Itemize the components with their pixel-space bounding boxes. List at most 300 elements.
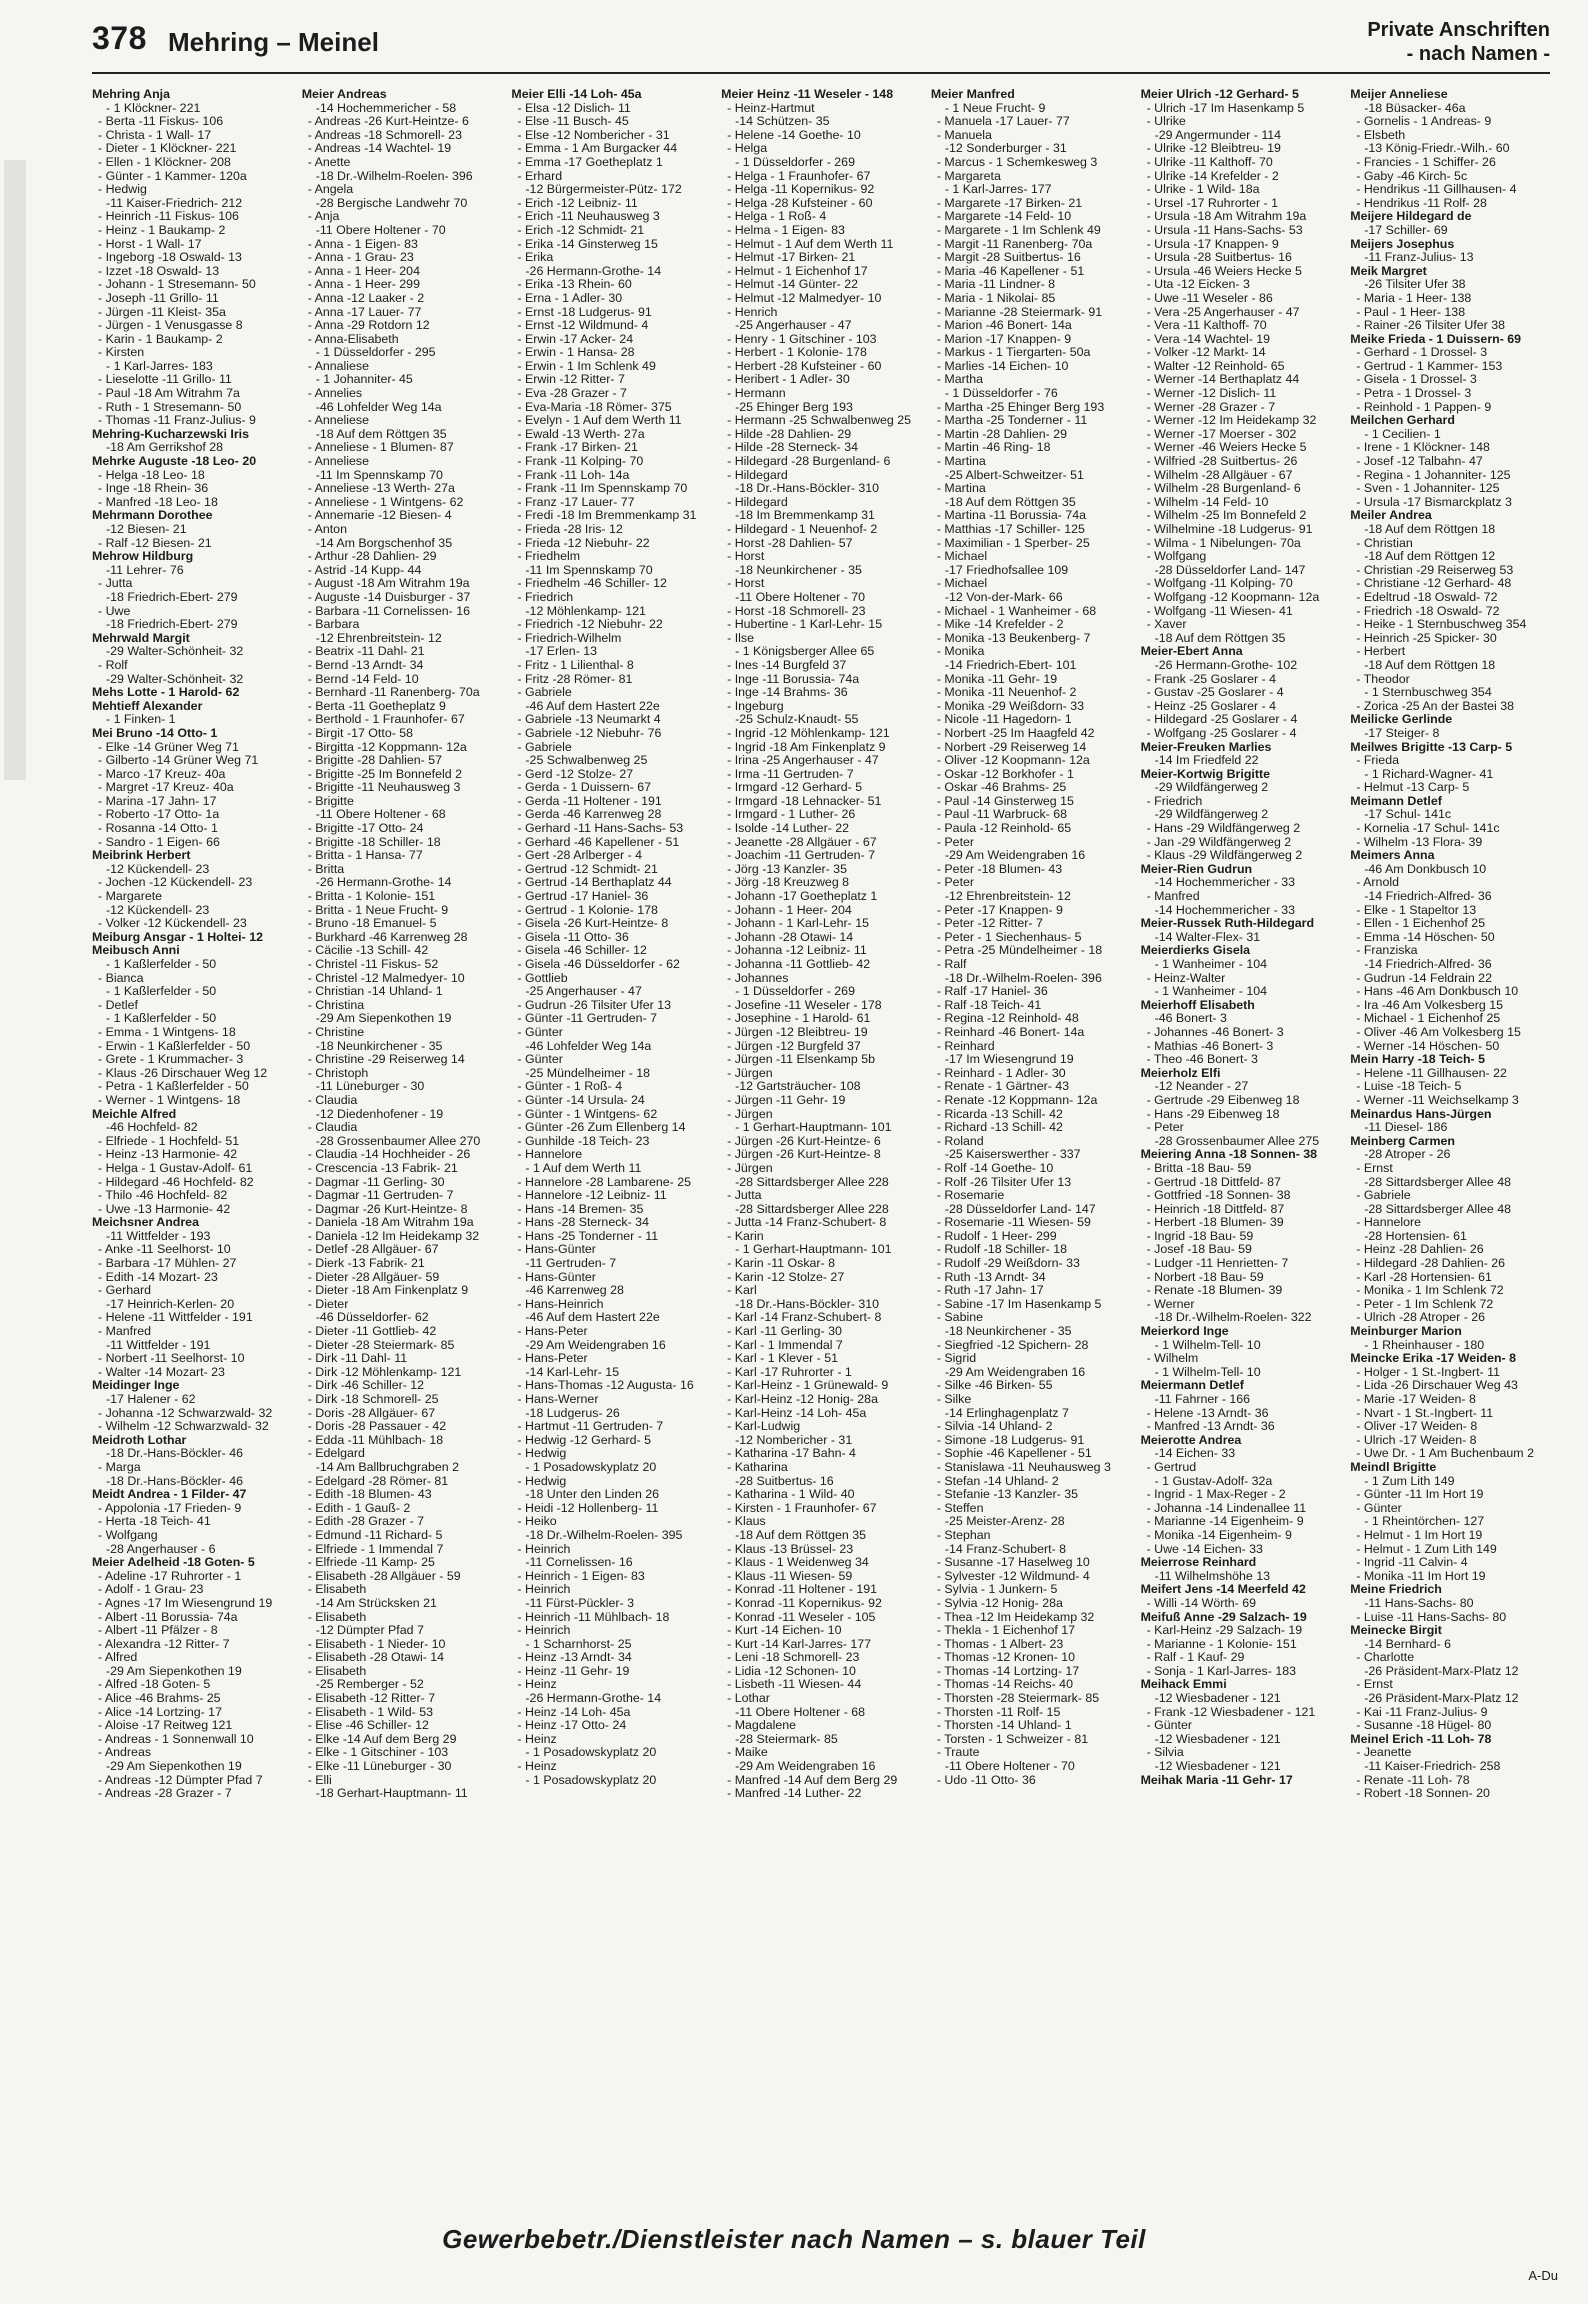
listing-address-line: -12 Neander - 27 (1154, 1080, 1249, 1094)
listing-entry: - Arnold (1356, 876, 1399, 890)
listing-entry: - Johanna -11 Gottlieb- 42 (727, 958, 871, 971)
listing-entry: - Bernd -14 Feld- 10 (307, 672, 419, 686)
listing-address-line: -28 Bergische Landwehr 70 (315, 196, 468, 210)
listing-entry: - Elfriede - 1 Immendal 7 (307, 1542, 444, 1556)
listing-surname-entry: Meiburg Ansgar - 1 Holtei- 12 (92, 930, 263, 944)
listing-entry: - Gilberto -14 Grüner Weg 71 (98, 754, 259, 768)
listing-surname-entry: Meincke Erika -17 Weiden- 8 (1350, 1352, 1517, 1366)
listing-address-line: -18 Auf dem Röttgen 35 (944, 495, 1076, 509)
listing-entry: - Wilhelm -28 Burgenland- 6 (1146, 482, 1301, 496)
listing-entry: - Gudrun -26 Tilsiter Ufer 13 (517, 998, 671, 1012)
listing-address-line: -18 Friedrich-Ebert- 279 (106, 618, 238, 632)
listing-entry: - Thekla - 1 Eichenhof 17 (936, 1624, 1076, 1638)
listing-entry: - Uwe -13 Harmonie- 42 (98, 1202, 231, 1216)
listing-entry: - Sylvia - 1 Junkern- 5 (936, 1583, 1058, 1597)
listing-entry: - Inge -14 Brahms- 36 (727, 686, 848, 700)
listing-entry: - Heidi -12 Hollenberg- 11 (517, 1501, 659, 1515)
listing-entry: - Marie -17 Weiden- 8 (1356, 1393, 1476, 1406)
listing-entry: - Ralf -17 Haniel- 36 (936, 985, 1048, 999)
listing-entry: - Peter -17 Knappen- 9 (936, 903, 1063, 917)
listing-entry: - Brigitte -28 Dahlien- 57 (307, 754, 442, 768)
listing-entry: - Heinz (517, 1678, 557, 1692)
listing-address-line: - 1 Finken- 1 (106, 713, 176, 727)
listing-entry: - Barbara -17 Mühlen- 27 (98, 1257, 237, 1271)
listing-entry: - Heinz -28 Dahlien- 26 (1356, 1243, 1484, 1257)
listing-entry: - Michael - 1 Eichenhof 25 (1356, 1012, 1501, 1026)
listing-entry: - Heinrich (517, 1542, 571, 1556)
listing-surname-entry: Meilicke Gerlinde (1350, 713, 1453, 727)
listing-entry: - Elke -14 Grüner Weg 71 (98, 740, 239, 754)
listing-address-line: -25 Ehinger Berg 193 (735, 400, 853, 414)
listing-entry: - Sigrid (936, 1352, 977, 1366)
listing-entry: - Martin -46 Ring- 18 (936, 441, 1051, 455)
listing-address-line: - 1 Kaßlerfelder - 50 (106, 1012, 217, 1026)
listing-entry: - Margareta (936, 169, 1001, 183)
listing-entry: - Paul - 1 Heer- 138 (1356, 305, 1466, 319)
listing-entry: - Michael (936, 577, 988, 591)
listing-entry: - Maike (727, 1746, 768, 1760)
listing-entry: - Ulrich -17 Weiden- 8 (1356, 1433, 1477, 1447)
listing-entry: - Karl - 1 Immendal 7 (727, 1338, 843, 1352)
listing-column-4 (721, 88, 925, 2208)
listing-address-line: - 1 Karl-Jarres- 183 (106, 359, 213, 373)
listing-entry: - Jochen -12 Kückendell- 23 (98, 876, 253, 890)
listing-entry: - Grete - 1 Krummacher- 3 (98, 1053, 244, 1067)
listing-entry: - Wolfgang -12 Koopmann- 12a (1146, 590, 1320, 604)
listing-address-line: - 1 Gustav-Adolf- 32a (1154, 1474, 1273, 1488)
listing-entry: - Horst -18 Schmorell- 23 (727, 604, 866, 618)
listing-entry: - Katharina - 1 Wild- 40 (727, 1488, 855, 1502)
listing-entry: - Ernst -18 Ludgerus- 91 (517, 305, 652, 319)
listing-entry: - Werner - 1 Wintgens- 18 (98, 1093, 241, 1107)
listing-entry: - Karin (727, 1229, 764, 1243)
listing-address-line: -18 Neunkirchener - 35 (315, 1039, 443, 1053)
listing-entry: - Karl -14 Franz-Schubert- 8 (727, 1311, 882, 1325)
listing-surname-entry: Meine Friedrich (1350, 1583, 1442, 1597)
listing-entry: - Detlef -28 Allgäuer- 67 (307, 1243, 439, 1257)
listing-address-line: -14 Am Ballbruchgraben 2 (315, 1460, 459, 1474)
listing-entry: - Jürgen -26 Kurt-Heintze- 6 (727, 1134, 881, 1148)
listing-entry: - Monika -11 Gehr- 19 (936, 672, 1058, 686)
listing-entry: - Peter (936, 835, 975, 849)
listing-address-line: -46 Hochfeld- 82 (106, 1121, 198, 1135)
listing-entry: - Albert -11 Pfälzer - 8 (98, 1624, 218, 1638)
listing-entry: - Wilfried -28 Suitbertus- 26 (1146, 455, 1298, 469)
listing-surname-entry: Meik Margret (1350, 264, 1427, 278)
listing-entry: - Peter (1146, 1121, 1184, 1135)
listing-address-line: -25 Meister-Arenz- 28 (944, 1515, 1065, 1529)
listing-entry: - Hermann (727, 387, 786, 401)
listing-entry: - Margarete - 1 Im Schlenk 49 (936, 223, 1101, 237)
listing-entry: - Günter - 1 Roß- 4 (517, 1080, 623, 1094)
listing-entry: - Sonja - 1 Karl-Jarres- 183 (1146, 1664, 1296, 1678)
listing-entry: - Werner -12 Dislich- 11 (1146, 387, 1277, 401)
listing-entry: - Ira -46 Am Volkesberg 15 (1356, 998, 1503, 1012)
listing-entry: - Lieselotte -11 Grillo- 11 (98, 373, 232, 387)
listing-address-line: - 1 Karl-Jarres- 177 (944, 183, 1052, 197)
listing-entry: - Emma - 1 Wintgens- 18 (98, 1025, 236, 1039)
listing-entry: - Hubertine - 1 Karl-Lehr- 15 (727, 618, 883, 632)
listing-address-line: -28 Hortensien- 61 (1364, 1229, 1467, 1243)
listing-entry: - Karl-Heinz -12 Honig- 28a (727, 1393, 878, 1406)
listing-entry: - Günter -14 Ursula- 24 (517, 1093, 645, 1107)
listing-entry: - Matthias -17 Schiller- 125 (936, 523, 1085, 536)
listing-surname-entry: Meibusch Anni (92, 944, 180, 958)
listing-entry: - Ingeborg -18 Oswald- 13 (98, 251, 242, 265)
listing-entry: - Claudia (307, 1121, 358, 1135)
listing-entry: - Siegfried -12 Spichern- 28 (936, 1338, 1089, 1352)
section-title-line2: - nach Namen - (1406, 43, 1550, 65)
section-title (1367, 18, 1550, 66)
listing-entry: - Gerhard (98, 1284, 152, 1298)
listing-entry: - Hans -29 Wildfängerweg 2 (1146, 822, 1301, 836)
listing-entry: - Gabriele -12 Niebuhr- 76 (517, 726, 662, 740)
listing-entry: - Heike - 1 Sternbuschweg 354 (1356, 618, 1527, 632)
listing-entry: - Frank -11 Im Spennskamp 70 (517, 482, 688, 496)
listing-surname-entry: Meichle Alfred (92, 1107, 177, 1121)
listing-entry: - Rainer -26 Tilsiter Ufer 38 (1356, 319, 1506, 333)
listing-entry: - Francies - 1 Schiffer- 26 (1356, 155, 1496, 169)
listing-entry: - Irina -25 Angerhauser - 47 (727, 754, 879, 768)
listing-entry: - Hermann -25 Schwalbenweg 25 (727, 414, 912, 428)
listing-address-line: - 1 Königsberger Allee 65 (735, 645, 875, 659)
listing-entry: - Inge -18 Rhein- 36 (98, 482, 209, 496)
listing-entry: - Thomas -11 Franz-Julius- 9 (98, 414, 256, 428)
listing-entry: - Charlotte (1356, 1651, 1415, 1665)
listing-entry: - Hedwig (98, 183, 147, 197)
listing-entry: - Alice -14 Lortzing- 17 (98, 1705, 222, 1719)
listing-entry: - Elisabeth -28 Allgäuer - 59 (307, 1569, 461, 1583)
listing-entry: - Ulrike - 1 Wild- 18a (1146, 183, 1260, 197)
listing-entry: - Ernst -12 Wildmund- 4 (517, 319, 649, 333)
listing-entry: - Silke -46 Birken- 55 (936, 1379, 1053, 1393)
listing-entry: - Annemarie -12 Biesen- 4 (307, 509, 452, 523)
listing-entry: - Norbert -29 Reiserweg 14 (936, 740, 1087, 754)
listing-entry: - Dieter -28 Steiermark- 85 (307, 1338, 455, 1352)
listing-address-line: -18 Auf dem Röttgen 35 (735, 1528, 867, 1542)
listing-entry: - Anna - 1 Eigen- 83 (307, 237, 418, 251)
listing-entry: - Ulrich -17 Im Hasenkamp 5 (1146, 101, 1305, 115)
listing-entry: - Heinrich -11 Fiskus- 106 (98, 210, 239, 224)
listing-entry: - Günter (1356, 1501, 1402, 1515)
listing-address-line: -11 Franz-Julius- 13 (1364, 251, 1474, 265)
listing-address-line: -11 Gertruden- 7 (525, 1257, 617, 1271)
listing-address-line: -26 Hermann-Grothe- 14 (315, 876, 452, 890)
listing-entry: - Marianne -14 Eigenheim- 9 (1146, 1515, 1304, 1529)
listing-entry: - Günter (517, 1025, 563, 1039)
listing-entry: - Thilo -46 Hochfeld- 82 (98, 1189, 228, 1203)
listing-address-line: -25 Schwalbenweg 25 (525, 754, 648, 768)
listing-address-line: -11 Obere Holtener - 68 (735, 1705, 866, 1719)
listing-entry: - Hans-Werner (517, 1393, 599, 1406)
listing-address-line: -26 Hermann-Grothe- 14 (525, 264, 662, 278)
listing-entry: - Auguste -14 Duisburger - 37 (307, 590, 471, 604)
listing-entry: - Klaus -11 Wiesen- 59 (727, 1569, 853, 1583)
listing-entry: - Werner -12 Im Heidekamp 32 (1146, 414, 1317, 428)
listing-address-line: -26 Hermann-Grothe- 14 (525, 1692, 662, 1706)
listing-address-line: -14 Hochemmericher - 33 (1154, 876, 1296, 890)
listing-address-line: - 1 Düsseldorfer - 269 (735, 155, 855, 169)
listing-address-line: -11 Obere Holtener - 70 (315, 223, 446, 237)
listing-entry: - Elke -14 Auf dem Berg 29 (307, 1732, 457, 1746)
listing-entry: - Lida -26 Dirschauer Weg 43 (1356, 1379, 1518, 1393)
listing-entry: - Gornelis - 1 Andreas- 9 (1356, 115, 1492, 129)
listing-entry: - Nvart - 1 St.-Ingbert- 11 (1356, 1406, 1494, 1420)
listing-entry: - Detlef (98, 998, 138, 1012)
listing-entry: - Wilhelm (1146, 1352, 1199, 1366)
listing-entry: - Annaliese (307, 359, 370, 373)
listing-entry: - Erich -11 Neuhausweg 3 (517, 210, 660, 224)
listing-entry: - Hildegard - 1 Neuenhof- 2 (727, 523, 878, 536)
listing-entry: - Birgit -17 Otto- 58 (307, 726, 414, 740)
listing-entry: - Karl -17 Ruhrorter - 1 (727, 1365, 852, 1379)
listing-address-line: -25 Albert-Schweitzer- 51 (944, 468, 1084, 482)
listing-address-line: -12 Kückendell- 23 (106, 903, 210, 917)
listing-entry: - Berta -11 Fiskus- 106 (98, 115, 224, 129)
listing-surname-entry: Mein Harry -18 Teich- 5 (1350, 1053, 1486, 1067)
listing-entry: - Hildegard -28 Dahlien- 26 (1356, 1257, 1506, 1271)
listing-entry: - Brigitte -11 Neuhausweg 3 (307, 781, 461, 795)
listing-address-line: -12 Dümpter Pfad 7 (315, 1624, 424, 1638)
listing-entry: - Karl -11 Gerling- 30 (727, 1325, 842, 1339)
listing-entry: - Elfriede -11 Kamp- 25 (307, 1556, 435, 1570)
listing-address-line: -18 Dr.-Hans-Böckler- 46 (106, 1474, 244, 1488)
listing-surname-entry: Meidt Andrea - 1 Filder- 47 (92, 1488, 247, 1502)
listing-entry: - Hans-Peter (517, 1352, 588, 1366)
listing-address-line: -14 Friedrich-Ebert- 101 (944, 658, 1077, 672)
listing-entry: - Hans-Peter (517, 1325, 588, 1339)
listing-entry: - Josephine - 1 Harold- 61 (727, 1012, 871, 1026)
listing-entry: - Wolfgang (1146, 550, 1207, 564)
listing-entry: - Johanna -12 Leibniz- 11 (727, 944, 867, 958)
listing-entry: - Katharina (727, 1460, 788, 1474)
listing-entry: - Steffen (936, 1501, 984, 1515)
listing-entry: - Martha (936, 373, 983, 387)
listing-entry: - Maximilian - 1 Sperber- 25 (936, 536, 1090, 550)
listing-surname-entry: Mehrow Hildburg (92, 550, 194, 564)
listing-address-line: -28 Sittardsberger Allee 228 (735, 1202, 889, 1216)
listing-entry: - Sandro - 1 Eigen- 66 (98, 835, 220, 849)
listing-surname-entry: Meierhoff Elisabeth (1140, 998, 1255, 1012)
listing-address-line: -18 Neunkirchener - 35 (944, 1325, 1072, 1339)
listing-address-line: -18 Auf dem Röttgen 12 (1364, 550, 1496, 564)
listing-address-line: -12 Möhlenkamp- 121 (525, 604, 646, 618)
listing-address-line: -46 Karrenweg 28 (525, 1284, 624, 1298)
listing-entry: - Klaus (727, 1515, 766, 1529)
listing-address-line: - 1 Gerhart-Hauptmann- 101 (735, 1243, 892, 1257)
listing-address-line: -18 Im Bremmenkamp 31 (735, 509, 875, 523)
listing-entry: - Roberto -17 Otto- 1a (98, 808, 220, 822)
listing-surname-entry: Meierotte Andrea (1140, 1433, 1242, 1447)
listing-entry: - Marianne - 1 Kolonie- 151 (1146, 1637, 1297, 1651)
listing-entry: - Petra - 1 Drossel- 3 (1356, 387, 1472, 401)
listing-entry: - Thorsten -14 Uhland- 1 (936, 1719, 1072, 1733)
listing-entry: - Dagmar -26 Kurt-Heintze- 8 (307, 1202, 468, 1216)
listing-address-line: -18 Dr.-Hans-Böckler- 310 (735, 1297, 880, 1311)
listing-entry: - Konrad -11 Holtener - 191 (727, 1583, 878, 1597)
listing-surname-entry: Meike Frieda - 1 Duissern- 69 (1350, 332, 1522, 346)
listing-entry: - Regina - 1 Johanniter- 125 (1356, 468, 1511, 482)
listing-entry: - Thomas -14 Reichs- 40 (936, 1678, 1073, 1692)
listing-address-line: -11 Wittfelder - 191 (106, 1338, 211, 1352)
footer-code: A-Du (1528, 2268, 1558, 2283)
listing-entry: - Peter -12 Ritter- 7 (936, 917, 1043, 931)
listing-entry: - Hildegard (727, 495, 788, 509)
listing-address-line: -28 Angerhauser - 6 (106, 1542, 216, 1556)
listing-address-line: -29 Am Siepenkothen 19 (106, 1664, 242, 1678)
listing-address-line: -14 Walter-Flex- 31 (1154, 930, 1261, 944)
listing-entry: - Volker -12 Kückendell- 23 (98, 917, 247, 931)
listing-entry: - Edelgard -28 Römer- 81 (307, 1474, 449, 1488)
listing-entry: - Sabine -17 Im Hasenkamp 5 (936, 1297, 1102, 1311)
listing-entry: - Thomas -14 Lortzing- 17 (936, 1664, 1080, 1678)
listing-address-line: -29 Am Weidengraben 16 (944, 1365, 1086, 1379)
listing-entry: - Joachim -11 Gertruden- 7 (727, 849, 875, 863)
listing-entry: - Doris -28 Passauer - 42 (307, 1420, 447, 1434)
listing-address-line: -12 Wiesbadener - 121 (1154, 1760, 1281, 1774)
listing-entry: - Friedhelm (517, 550, 581, 564)
listing-entry: - Torsten - 1 Schweizer - 81 (936, 1732, 1089, 1746)
listing-address-line: -17 Im Wiesengrund 19 (944, 1053, 1074, 1067)
listing-entry: - Norbert -25 Im Haagfeld 42 (936, 726, 1095, 740)
listing-entry: - Dieter - 1 Klöckner- 221 (98, 142, 237, 156)
listing-entry: - Martina (936, 482, 986, 496)
listing-address-line: - 1 Düsseldorfer - 76 (944, 387, 1058, 401)
listing-address-line: -29 Angermunder - 114 (1154, 128, 1282, 142)
listing-surname-entry: Meier Heinz -11 Weseler - 148 (721, 88, 894, 101)
listing-address-line: -14 Am Strücksken 21 (315, 1596, 437, 1610)
listing-entry: - Aloise -17 Reitweg 121 (98, 1719, 233, 1733)
listing-address-line: -18 Auf dem Röttgen 18 (1364, 658, 1496, 672)
listing-entry: - Günter -26 Zum Ellenberg 14 (517, 1121, 686, 1135)
listing-address-line: - 1 Düsseldorfer - 295 (315, 346, 436, 360)
listing-entry: - Frank -11 Loh- 14a (517, 468, 630, 482)
listing-entry: - Traute (936, 1746, 980, 1760)
listing-entry: - Walter -12 Reinhold- 65 (1146, 359, 1285, 373)
listing-entry: - Frank -17 Birken- 21 (517, 441, 638, 455)
listing-entry: - Josefine -11 Weseler - 178 (727, 998, 882, 1012)
listing-entry: - Günter -11 Im Hort 19 (1356, 1488, 1484, 1502)
listing-entry: - Silvia -14 Uhland- 2 (936, 1420, 1053, 1434)
listing-entry: - Lisbeth -11 Wiesen- 44 (727, 1678, 862, 1692)
listing-entry: - Friedrich (517, 590, 574, 604)
listing-address-line: -11 Im Spennskamp 70 (315, 468, 443, 482)
listing-entry: - Elisabeth - 1 Nieder- 10 (307, 1637, 446, 1651)
listing-entry: - Wilhelm -25 Im Bonnefeld 2 (1146, 509, 1307, 523)
listing-entry: - Andreas -14 Wachtel- 19 (307, 142, 452, 156)
listing-address-line: -18 Dr.-Wilhelm-Roelen- 396 (315, 169, 473, 183)
listing-address-line: -17 Steiger- 8 (1364, 726, 1440, 740)
listing-entry: - Jan -29 Wildfängerweg 2 (1146, 835, 1292, 849)
listing-entry: - Ruth -17 Jahn- 17 (936, 1284, 1044, 1298)
listing-entry: - Kirsten (98, 346, 145, 360)
listing-entry: - Ernst (1356, 1678, 1393, 1692)
listing-address-line: -14 Friedrich-Alfred- 36 (1364, 890, 1492, 904)
listing-entry: - Theodor (1356, 672, 1410, 686)
listing-entry: - Ilse (727, 631, 754, 645)
listing-entry: - Monika -14 Eigenheim- 9 (1146, 1528, 1292, 1542)
listing-entry: - Andreas -12 Dümpter Pfad 7 (98, 1773, 263, 1787)
listing-entry: - Gertrud - 1 Kolonie- 178 (517, 903, 658, 917)
listing-entry: - Christiane -12 Gerhard- 48 (1356, 577, 1512, 591)
listing-entry: - Edeltrud -18 Oswald- 72 (1356, 590, 1498, 604)
listing-address-line: -18 Auf dem Röttgen 35 (1154, 631, 1286, 645)
listing-entry: - Britta (307, 862, 345, 876)
listing-entry: - Wolfgang (98, 1528, 158, 1542)
listing-entry: - Helmut -17 Birken- 21 (727, 251, 856, 265)
listing-surname-entry: Mehtieff Alexander (92, 699, 203, 713)
listing-entry: - Burkhard -46 Karrenweg 28 (307, 930, 468, 944)
listing-entry: - Peter - 1 Im Schlenk 72 (1356, 1297, 1494, 1311)
listing-entry: - Heinz - 1 Baukamp- 2 (98, 223, 226, 237)
listing-address-line: -11 Obere Holtener - 68 (315, 808, 446, 822)
listing-entry: - Michael - 1 Wanheimer - 68 (936, 604, 1097, 618)
listing-entry: - Rolf -26 Tilsiter Ufer 13 (936, 1175, 1072, 1189)
listing-entry: - Stephan (936, 1528, 991, 1542)
listing-entry: - Gabriele (517, 740, 572, 754)
listing-entry: - Erika -13 Rhein- 60 (517, 278, 632, 292)
listing-entry: - Helene -11 Gillhausen- 22 (1356, 1066, 1507, 1080)
listing-entry: - Helga - 1 Gustav-Adolf- 61 (98, 1161, 253, 1175)
listing-entry: - Martina (936, 455, 986, 469)
listing-address-line: -28 Düsseldorfer Land- 147 (944, 1202, 1096, 1216)
listing-entry: - Andreas -28 Grazer - 7 (98, 1787, 232, 1801)
listing-entry: - Lothar (727, 1692, 770, 1706)
listing-entry: - Ulrike -12 Bleibtreu- 19 (1146, 142, 1281, 156)
listing-entry: - Heiko (517, 1515, 557, 1529)
listing-entry: - Werner -11 Weichselkamp 3 (1356, 1093, 1519, 1107)
listing-entry: - Ingrid -18 Bau- 59 (1146, 1229, 1254, 1243)
listing-entry: - Helga - 1 Fraunhofer- 67 (727, 169, 871, 183)
listing-entry: - Claudia (307, 1093, 358, 1107)
listing-entry: - Christine -29 Reiserweg 14 (307, 1053, 465, 1067)
listing-entry: - Anna -29 Rotdorn 12 (307, 319, 430, 333)
listing-entry: - Ruth - 1 Stresemann- 50 (98, 400, 242, 414)
page-number: 378 (92, 20, 147, 56)
listing-entry: - Frank -12 Wiesbadener - 121 (1146, 1705, 1316, 1719)
listing-entry: - Erwin -17 Acker- 24 (517, 332, 634, 346)
listing-entry: - Paula -12 Reinhold- 65 (936, 822, 1072, 836)
listing-entry: - Petra -25 Mündelheimer - 18 (936, 944, 1103, 958)
listing-entry: - Gisela - 1 Drossel- 3 (1356, 373, 1477, 387)
listing-entry: - Rudolf -29 Weißdorn- 33 (936, 1257, 1080, 1271)
listing-entry: - Günter (1146, 1719, 1193, 1733)
listing-entry: - Karl-Heinz -29 Salzach- 19 (1146, 1624, 1303, 1638)
listing-entry: - Appolonia -17 Frieden- 9 (98, 1501, 242, 1515)
listing-entry: - Wilhelmine -18 Ludgerus- 91 (1146, 523, 1313, 536)
listing-address-line: -26 Präsident-Marx-Platz 12 (1364, 1664, 1519, 1678)
listing-entry: - Zorica -25 An der Bastei 38 (1356, 699, 1514, 713)
listing-address-line: - 1 Gerhart-Hauptmann- 101 (735, 1121, 892, 1135)
listing-entry: - Margit -11 Ranenberg- 70a (936, 237, 1093, 251)
listing-entry: - Rosemarie -11 Wiesen- 59 (936, 1216, 1091, 1230)
listing-entry: - Elisabeth -28 Otawi- 14 (307, 1651, 445, 1665)
listing-surname-entry: Mehrmann Dorothee (92, 509, 213, 523)
listing-entry: - Johanna -14 Lindenallee 11 (1146, 1501, 1307, 1515)
listing-address-line: -11 Lehrer- 76 (106, 563, 184, 577)
listing-entry: - Regina -12 Reinhold- 48 (936, 1012, 1079, 1026)
listing-entry: - Elsa -12 Dislich- 11 (517, 101, 631, 115)
listing-address-line: - 1 Wilhelm-Tell- 10 (1154, 1338, 1261, 1352)
listing-entry: - Dieter -18 Am Finkenplatz 9 (307, 1284, 469, 1298)
listing-entry: - Wilhelm -28 Allgäuer - 67 (1146, 468, 1293, 482)
listing-entry: - Friedrich-Wilhelm (517, 631, 622, 645)
listing-entry: - Horst -28 Dahlien- 57 (727, 536, 853, 550)
listing-entry: - Hedwig (517, 1447, 567, 1461)
listing-entry: - Stefan -14 Uhland- 2 (936, 1474, 1059, 1488)
listing-address-line: -11 Lüneburger - 30 (315, 1080, 425, 1094)
listing-entry: - Manfred (98, 1325, 152, 1339)
